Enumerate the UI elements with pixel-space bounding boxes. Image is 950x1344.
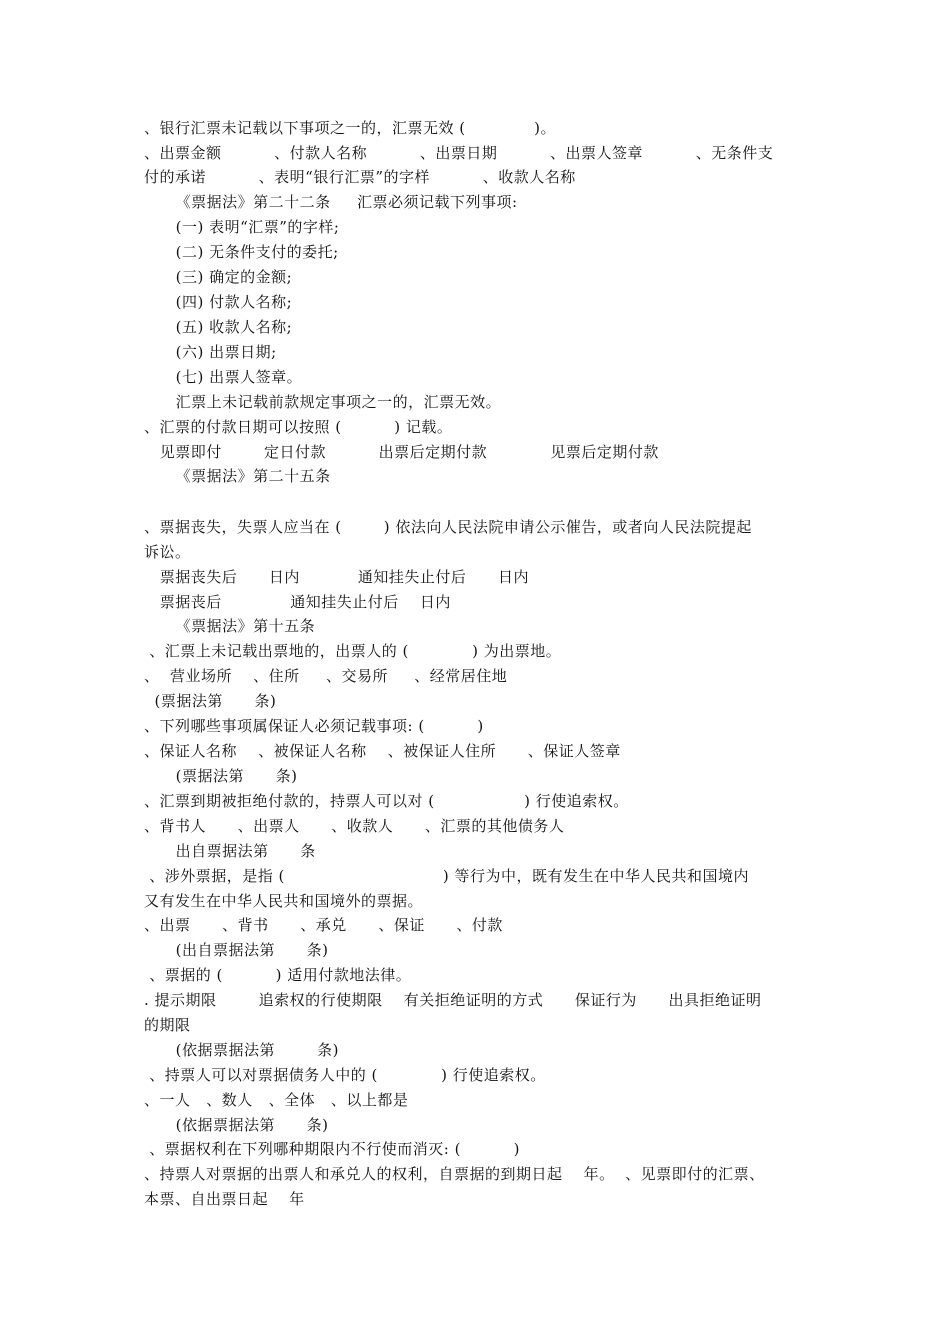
text-line: 《票据法》第二十二条 汇票必须记载下列事项: (144, 193, 518, 211)
text-line: 汇票上未记载前款规定事项之一的，汇票无效。 (144, 393, 502, 411)
text-line: (六) 出票日期; (144, 343, 277, 361)
text-line: 付的承诺 、表明“银行汇票”的字样 、收款人名称 (144, 168, 576, 186)
text-line: (四) 付款人名称; (144, 293, 293, 311)
text-line: 出自票据法第 条 (144, 842, 316, 860)
text-line: 、持票人可以对票据债务人中的 ( ) 行使追索权。 (144, 1066, 546, 1084)
text-line: 《票据法》第十五条 (144, 617, 316, 635)
text-line: 又有发生在中华人民共和国境外的票据。 (144, 892, 424, 910)
text-line: 、票据丧失，失票人应当在 ( ) 依法向人民法院申请公示催告，或者向人民法院提起 (144, 518, 752, 536)
text-line: (三) 确定的金额; (144, 268, 293, 286)
text-line: 《票据法》第二十五条 (144, 467, 331, 485)
text-line: 票据丧后 通知挂失止付后 日内 (144, 593, 451, 611)
text-line: 、 营业场所 、住所 、交易所 、经常居住地 (144, 667, 508, 685)
text-line: 票据丧失后 日内 通知挂失止付后 日内 (144, 568, 529, 586)
text-line: 、背书人 、出票人 、收款人 、汇票的其他债务人 (144, 817, 565, 835)
text-line: 、票据权利在下列哪种期限内不行使而消灭: ( ) (144, 1140, 520, 1158)
text-line: 、下列哪些事项属保证人必须记载事项: ( ) (144, 717, 484, 735)
text-line: 、出票金额 、付款人名称 、出票日期 、出票人签章 、无条件支 (144, 144, 774, 162)
text-line: 诉讼。 (144, 543, 191, 561)
text-line: 、银行汇票未记载以下事项之一的，汇票无效 ( )。 (144, 119, 556, 137)
text-line: 、保证人名称 、被保证人名称 、被保证人住所 、保证人签章 (144, 742, 621, 760)
text-line: (七) 出票人签章。 (144, 368, 303, 386)
text-line: (依据票据法第 条) (144, 1041, 339, 1059)
text-line: 、一人 、数人 、全体 、以上都是 (144, 1091, 409, 1109)
text-line: (票据法第 条) (144, 767, 298, 785)
text-line: (一) 表明“汇票”的字样; (144, 218, 340, 236)
text-line: 、汇票上未记载出票地的，出票人的 ( ) 为出票地。 (144, 642, 562, 660)
text-line: (二) 无条件支付的委托; (144, 243, 339, 261)
text-line: 、出票 、背书 、承兑 、保证 、付款 (144, 916, 503, 934)
text-line: . 提示期限 追索权的行使期限 有关拒绝证明的方式 保证行为 出具拒绝证明 (144, 991, 762, 1009)
text-line: (依据票据法第 条) (144, 1116, 329, 1134)
text-line: 见票即付 定日付款 出票后定期付款 见票后定期付款 (144, 443, 659, 461)
text-line: 、汇票的付款日期可以按照 ( ) 记载。 (144, 418, 453, 436)
text-line: 本票、自出票日起 年 (144, 1190, 305, 1208)
text-line: (出自票据法第 条) (144, 941, 329, 959)
text-line: 的期限 (144, 1016, 191, 1034)
text-line: (票据法第 条) (144, 692, 277, 710)
text-line: 、持票人对票据的出票人和承兑人的权利，自票据的到期日起 年。 、见票即付的汇票、 (144, 1165, 765, 1183)
text-line: 、票据的 ( ) 适用付款地法律。 (144, 966, 412, 984)
text-line: 、汇票到期被拒绝付款的，持票人可以对 ( ) 行使追索权。 (144, 792, 629, 810)
text-line: 、涉外票据，是指 ( ) 等行为中，既有发生在中华人民共和国境内 (144, 867, 750, 885)
text-line: (五) 收款人名称; (144, 318, 293, 336)
